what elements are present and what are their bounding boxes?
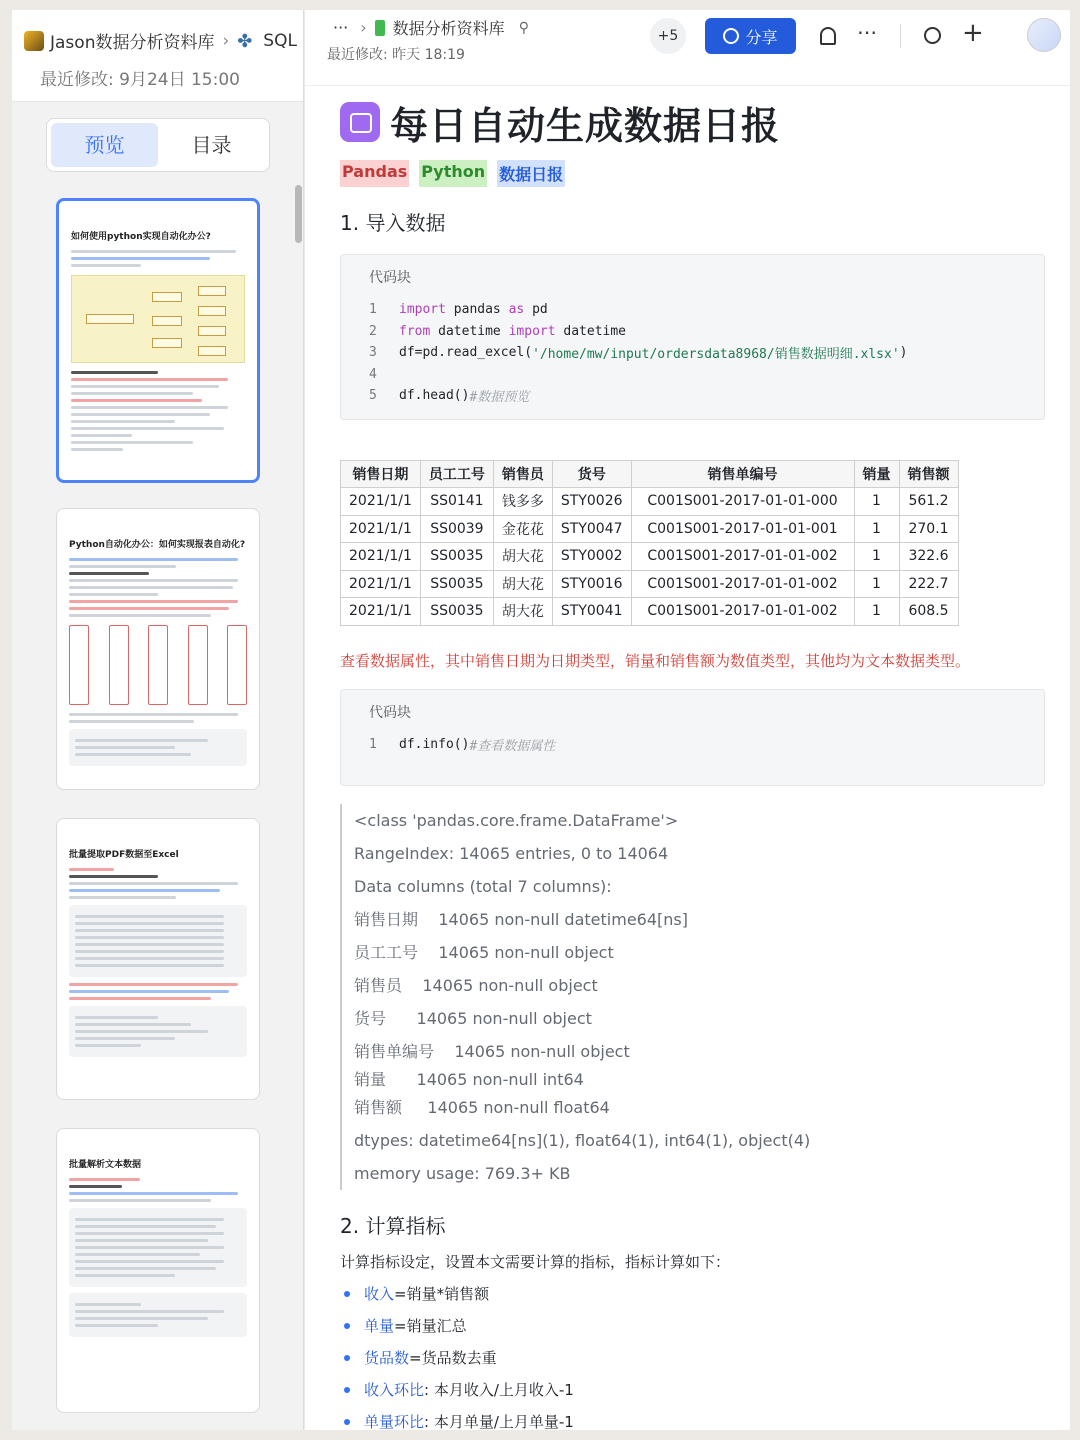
line-number: 1 [369,302,377,318]
list-item [340,1342,1045,1374]
metric-definition: : 本月单量/上月单量-1 [424,1413,574,1430]
doc-modified-time: 最近修改: 昨天 18:19 [327,47,465,63]
code-text: pandas [445,302,509,318]
code-line [369,364,1016,386]
metric-name: 收入 [364,1285,395,1303]
bullet-icon [344,1355,350,1361]
avatar[interactable] [1027,18,1061,52]
code-line [369,385,1016,407]
outline-panel [12,10,304,1430]
output-line: 销售员 14065 non-null object [354,976,598,995]
page-thumbnail-3[interactable] [56,818,260,1100]
data-preview-table [340,460,959,626]
table-header-cell: 销售日期 [341,460,421,488]
table-cell: C001S001-2017-01-01-002 [631,598,854,626]
page-thumbnail-1[interactable] [56,198,260,483]
table-cell: 1 [854,598,899,626]
left-header [12,10,303,102]
table-cell: 2021/1/1 [341,515,421,543]
breadcrumb [24,28,303,53]
table-cell: 2021/1/1 [341,598,421,626]
top-toolbar [305,10,1070,86]
table-cell: 561.2 [899,488,958,516]
code-comment: #查看数据属性 [469,738,556,754]
more-breadcrumb-button[interactable]: ··· [333,18,349,37]
tag-python: Python [419,160,487,187]
plus-icon[interactable]: + [962,18,984,48]
code-line [369,342,1016,364]
left-modified-time: 最近修改: 9月24日 15:00 [40,70,240,90]
doc-breadcrumb [333,16,529,39]
metric-definition: =销量汇总 [394,1317,467,1335]
table-cell: 2021/1/1 [341,488,421,516]
flow-diagram-preview [69,625,247,705]
table-cell: 1 [854,570,899,598]
share-button[interactable] [705,18,796,54]
line-number: 1 [369,736,377,752]
table-header-cell: 销售单编号 [631,460,854,488]
page-thumbnail-2[interactable] [56,508,260,790]
output-line: 销售额 14065 non-null float64 [354,1098,610,1117]
doc-emoji-icon[interactable] [340,102,380,142]
table-cell: SS0141 [420,488,493,516]
table-cell: 钱多多 [493,488,552,516]
code-keyword: import [399,302,446,318]
info-output-quote [340,804,1045,1190]
table-cell: STY0041 [552,598,631,626]
data-type-note: 查看数据属性，其中销售日期为日期类型，销量和销售额为数值类型，其他均为文本数据类型。 [340,651,971,670]
table-cell: 222.7 [899,570,958,598]
tag-list [340,160,1045,187]
globe-icon [723,28,739,44]
view-toggle [46,118,270,172]
line-number: 2 [369,323,377,339]
bullet-icon [344,1323,350,1329]
chevron-right-icon: › [222,30,230,51]
table-row [341,570,959,598]
page-thumbnail-4[interactable] [56,1128,260,1413]
tag-pandas: Pandas [340,160,409,187]
table-cell: C001S001-2017-01-01-001 [631,515,854,543]
code-line [369,321,1016,343]
bullet-icon [344,1291,350,1297]
library-icon [24,31,44,51]
table-cell: 2021/1/1 [341,570,421,598]
code-text: datetime [555,323,627,339]
tab-outline[interactable]: 目录 [191,133,232,157]
table-header-cell: 销量 [854,460,899,488]
table-row [341,543,959,571]
code-keyword: from [399,323,431,339]
code-line [369,299,1016,321]
metric-name: 单量 [364,1317,395,1335]
bullet-icon [344,1387,350,1393]
code-block-import[interactable] [340,254,1045,420]
output-line: 员工工号 14065 non-null object [354,943,614,962]
table-row [341,515,959,543]
table-cell: STY0026 [552,488,631,516]
code-keyword: as [508,302,525,318]
toolbar-divider [900,24,901,48]
metric-name: 货品数 [364,1349,410,1367]
output-line: 销售单编号 14065 non-null object [354,1042,630,1061]
search-icon[interactable] [924,27,941,44]
table-row [341,598,959,626]
output-line: dtypes: datetime64[ns](1), float64(1), int64(1), object(4) [354,1131,811,1150]
table-cell: SS0035 [420,570,493,598]
doc-breadcrumb-title[interactable]: 数据分析资料库 [392,19,505,38]
line-number: 5 [369,388,377,404]
output-line: 销量 14065 non-null int64 [354,1070,584,1089]
chevron-right-icon: › [360,18,367,37]
table-cell: C001S001-2017-01-01-000 [631,488,854,516]
code-block-label: 代码块 [369,270,411,286]
title-row [340,92,1045,152]
section-heading-metrics: 2. 计算指标 [340,1214,446,1238]
code-string: '/home/mw/input/ordersdata8968/销售数据明细.xlsx' [532,347,900,363]
code-keyword: import [508,323,556,339]
table-cell: 胡大花 [493,543,552,571]
tag-daily-report: 数据日报 [497,160,565,187]
section-heading-import: 1. 导入数据 [340,211,446,235]
code-text: df=pd.read_excel( [399,345,533,361]
line-number: 3 [369,345,377,361]
list-item [340,1278,1045,1310]
code-text: datetime [430,323,509,339]
code-text: df.info() [399,736,470,752]
page-title: 每日自动生成数据日报 [390,103,781,148]
output-line: Data columns (total 7 columns): [354,877,612,896]
table-cell: 270.1 [899,515,958,543]
table-cell: STY0016 [552,570,631,598]
thumbnail-title: 如何使用python实现自动化办公? [71,232,211,242]
table-cell: 1 [854,488,899,516]
metrics-list [340,1278,1045,1430]
doc-icon [375,20,385,36]
metric-name: 单量环比 [364,1413,425,1430]
metric-definition: : 本月收入/上月收入-1 [424,1381,574,1399]
scrollbar-thumb[interactable] [295,185,302,243]
metric-name: 收入环比 [364,1381,425,1399]
document-view [305,10,1070,1430]
mindmap-preview [71,275,245,363]
table-cell: 1 [854,543,899,571]
output-line: RangeIndex: 14065 entries, 0 to 14064 [354,844,669,863]
code-text: pd [524,302,548,318]
table-row [341,488,959,516]
collaborators-count[interactable]: +5 [650,18,686,54]
table-cell: SS0039 [420,515,493,543]
output-line: memory usage: 769.3+ KB [354,1164,571,1183]
list-item [340,1406,1045,1430]
table-cell: STY0047 [552,515,631,543]
table-cell: 胡大花 [493,598,552,626]
table-cell: 322.6 [899,543,958,571]
table-cell: 1 [854,515,899,543]
metric-definition: =货品数去重 [409,1349,497,1367]
list-item [340,1310,1045,1342]
output-line: 销售日期 14065 non-null datetime64[ns] [354,910,688,929]
sql-icon: ✤ [237,30,253,52]
list-item [340,1374,1045,1406]
table-header-cell: 销售额 [899,460,958,488]
code-block-info[interactable] [340,689,1045,787]
code-text: df.head() [399,388,470,404]
code-block-label: 代码块 [369,704,411,721]
code-comment: #数据预览 [469,390,530,406]
code-text: ) [899,345,908,361]
breadcrumb-item-library[interactable]: Jason数据分析资料库 [50,33,215,53]
share-label: 分享 [745,27,778,47]
breadcrumb-item-sql[interactable]: SQL [263,30,297,51]
output-line: 货号 14065 non-null object [354,1009,592,1028]
table-header-cell: 销售员 [493,460,552,488]
table-cell: C001S001-2017-01-01-002 [631,543,854,571]
pin-icon[interactable]: ⚲ [518,19,529,36]
bullet-icon [344,1419,350,1425]
table-header-cell: 货号 [552,460,631,488]
table-header-row [341,460,959,488]
table-cell: 2021/1/1 [341,543,421,571]
table-header-cell: 员工工号 [420,460,493,488]
tab-preview[interactable]: 预览 [51,123,158,167]
line-number: 4 [369,366,377,382]
metrics-intro: 计算指标设定，设置本文需要计算的指标，指标计算如下： [340,1253,731,1271]
table-cell: 608.5 [899,598,958,626]
thumbnail-title: 批量提取PDF数据至Excel [69,850,179,860]
table-body [341,488,959,626]
more-options-icon[interactable]: ⋯ [857,20,877,44]
table-cell: C001S001-2017-01-01-002 [631,570,854,598]
thumbnail-title: Python自动化办公：如何实现报表自动化? [69,540,246,550]
table-cell: 胡大花 [493,570,552,598]
table-cell: SS0035 [420,543,493,571]
table-cell: SS0035 [420,598,493,626]
code-lines [369,299,1016,407]
table-cell: STY0002 [552,543,631,571]
bell-icon[interactable] [820,27,836,45]
output-line: <class 'pandas.core.frame.DataFrame'> [354,811,679,830]
table-cell: 金花花 [493,515,552,543]
document-content [340,86,1045,1430]
thumbnail-title: 批量解析文本数据 [69,1160,142,1170]
metric-definition: =销量*销售额 [394,1285,490,1303]
